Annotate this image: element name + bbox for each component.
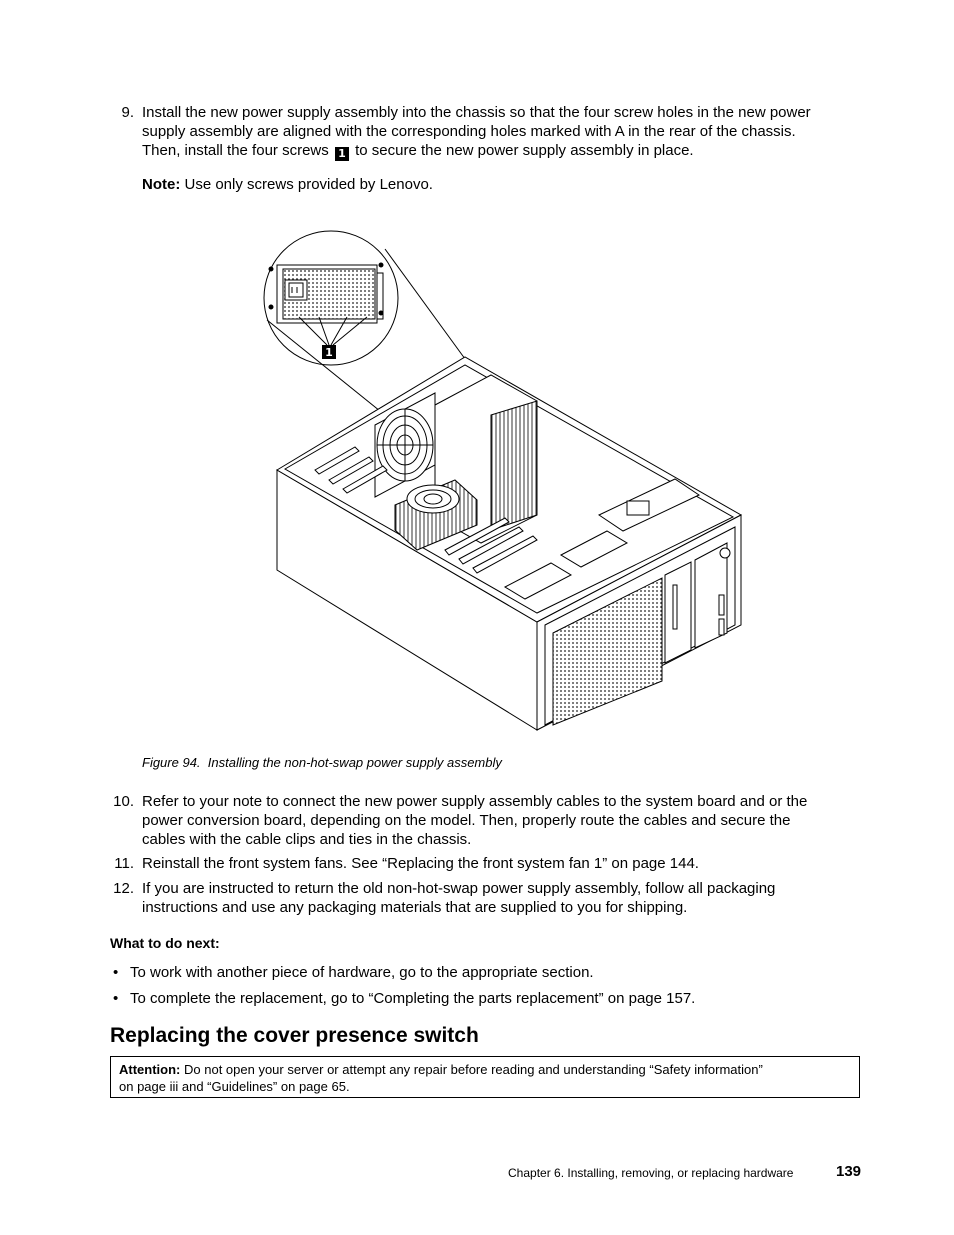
bullet-text: To complete the replacement, go to “Completing the parts replacement” on page 157.	[130, 990, 696, 1007]
note-text: Use only screws provided by Lenovo.	[184, 176, 433, 193]
attention-line	[119, 1061, 851, 1078]
note	[142, 175, 433, 194]
figure-caption-label: Figure 94.	[142, 755, 201, 770]
bullet-dot: •	[113, 964, 119, 981]
step-line: instructions and use any packaging materials that are supplied to you for shipping.	[142, 899, 688, 916]
step-text-fragment: Then, install the four screws	[142, 142, 329, 159]
figure-caption	[142, 755, 502, 770]
step-number: 10.	[113, 793, 134, 810]
step-line: power conversion board, depending on the model. Then, properly route the cables and secure the	[142, 812, 791, 829]
step-line: If you are instructed to return the old non-hot-swap power supply assembly, follow all packaging	[142, 880, 776, 897]
next-heading: What to do next:	[110, 935, 220, 951]
step-number: 9.	[121, 104, 134, 121]
bullet-dot: •	[113, 990, 119, 1007]
step-line: cables with the cable clips and ties in the chassis.	[142, 831, 472, 848]
page-number: 139	[836, 1163, 862, 1180]
section-title: Replacing the cover presence switch	[110, 1024, 479, 1047]
callout-1	[322, 345, 336, 359]
step-line: Reinstall the front system fans. See “Replacing the front system fan 1” on page 144.	[142, 855, 699, 872]
figure-caption-text: Installing the non-hot-swap power supply assembly	[207, 755, 502, 770]
server-chassis	[277, 357, 741, 730]
step-line: Refer to your note to connect the new power supply assembly cables to the system board and or the	[142, 793, 808, 810]
step-number: 12.	[113, 880, 134, 897]
step-number: 11.	[114, 855, 134, 872]
step-line: supply assembly are aligned with the corresponding holes marked with A in the rear of the chassis.	[142, 123, 796, 140]
step-line: Install the new power supply assembly into the chassis so that the four screw holes in the new power	[142, 104, 811, 121]
footer-chapter: Chapter 6. Installing, removing, or replacing hardware	[508, 1166, 794, 1180]
attention-line: on page iii and “Guidelines” on page 65.	[119, 1079, 350, 1094]
attention-label: Attention:	[119, 1062, 181, 1077]
svg-text:1: 1	[325, 346, 333, 359]
note-label: Note:	[142, 176, 181, 193]
attention-text: Do not open your server or attempt any repair before reading and understanding “Safety information”	[184, 1062, 763, 1077]
callout-badge: 1	[335, 147, 349, 161]
attention-box	[110, 1056, 860, 1098]
step-text-fragment: to secure the new power supply assembly in place.	[355, 142, 694, 159]
bullet-text: To work with another piece of hardware, go to the appropriate section.	[130, 964, 594, 981]
step-line	[142, 141, 857, 161]
power-supply-installation-figure	[255, 225, 755, 735]
